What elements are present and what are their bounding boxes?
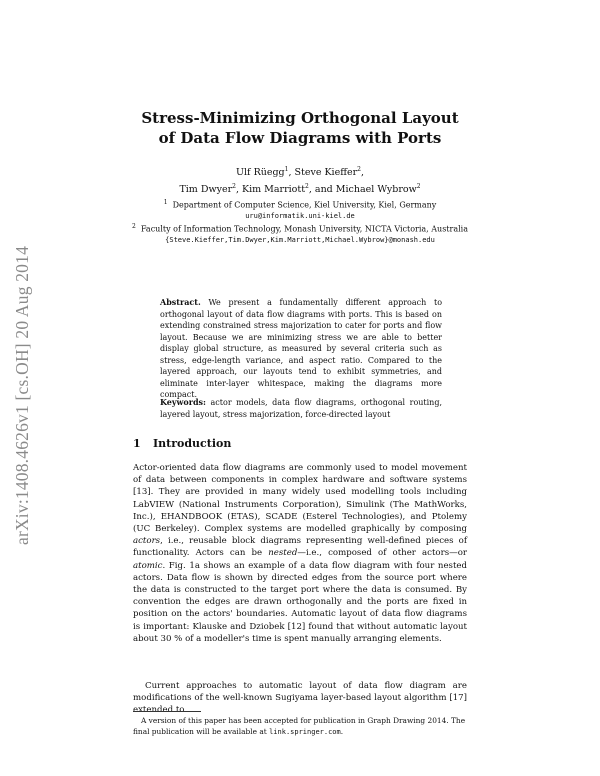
- title-line-1: Stress-Minimizing Orthogonal Layout: [141, 109, 459, 127]
- author-separator: ,: [360, 167, 364, 179]
- affiliation-text: Department of Computer Science, Kiel University, Kiel, Germany: [172, 200, 437, 210]
- author-affil-mark: 2: [232, 183, 236, 191]
- affiliation-email: uru@informatik.uni-kiel.de: [245, 211, 355, 220]
- author-affil-mark: 2: [357, 166, 361, 173]
- author-affil-mark: 1: [284, 166, 289, 173]
- paper-title: [100, 108, 500, 148]
- paragraph-text: . Fig. 1a shows an example of a data flow diagram with four nested actors. Data flow is shown by directed edges from the source port where the data is constructed to the target port where the data is consumed. By convention the edges are drawn orthogonally and the ports are fixed in position on the actors' boundaries. Automatic layout of data flow diagrams is important: Klauske and Dziobek [12] found that without automatic layout about 30 % of a modeller's time is spent manually arranging elements.: [133, 560, 467, 644]
- footnote-link[interactable]: link.springer.com: [269, 728, 341, 736]
- paragraph-text: , i.e., reusable block diagrams representing well-defined pieces of functionality. Actors can be: [133, 536, 467, 559]
- affiliation-mark: 1: [163, 199, 168, 206]
- emphasis-text: atomic: [133, 560, 163, 571]
- authors-line-1: [100, 163, 500, 180]
- author-list: [100, 163, 500, 197]
- footnote-text-end: .: [340, 727, 344, 736]
- abstract: [160, 297, 442, 401]
- keywords: [160, 397, 442, 420]
- paragraph-text: Actor-oriented data flow diagrams are commonly used to model movement of data between components in complex hardware and software systems [13]. They are provided in many widely used modelling tools including LabVIEW (National Instruments Corporation), Simulink (The MathWorks, Inc.), EHANDBOOK (ETAS), SCADE (Esterel Technologies), and Ptolemy (UC Berkeley). Complex systems are modelled graphically by composing: [133, 463, 467, 535]
- author-affil-mark: 2: [305, 183, 309, 191]
- author-name: Ulf Rüegg: [236, 167, 285, 179]
- footnote-text: A version of this paper has been accepted for publication in Graph Drawing 2014. The final publication will be available at: [133, 716, 466, 736]
- affiliation-1: [100, 197, 500, 222]
- affiliation-2: [100, 221, 500, 246]
- arxiv-id-text: arXiv:1408.4626v1 [cs.OH] 20 Aug 2014: [12, 245, 33, 545]
- authors-line-2: [100, 180, 500, 197]
- abstract-label: Abstract.: [160, 297, 201, 307]
- paragraph-text: —i.e., composed of other actors—or: [297, 548, 467, 559]
- author-name: Tim Dwyer: [179, 184, 233, 196]
- emphasis-text: nested: [268, 548, 298, 559]
- section-title: Introduction: [153, 437, 232, 450]
- author-name: , and Michael Wybrow: [308, 184, 417, 196]
- affiliation-mark: 2: [132, 223, 136, 230]
- paragraph-1: [133, 462, 467, 645]
- keywords-text: actor models, data flow diagrams, orthogonal routing, layered layout, stress majorization, force-directed layout: [160, 398, 443, 419]
- emphasis-text: actors: [133, 536, 161, 547]
- section-number: 1: [133, 437, 141, 450]
- arxiv-identifier: [2, 205, 44, 585]
- affiliation-text: Faculty of Information Technology, Monash University, NICTA Victoria, Australia: [140, 224, 468, 234]
- abstract-text: We present a fundamentally different approach to orthogonal layout of data flow diagrams with ports. This is based on extending constrained stress majorization to cater for ports and flow layout. Because we are minimizing stress we are able to better display global structure, as measured by several criteria such as stress, edge-length variance, and aspect ratio. Compared to the layered approach, our layouts tend to exhibit symmetries, and eliminate inter-layer whitespace, making the diagrams more compact.: [160, 298, 443, 399]
- affiliation-email: {Steve.Kieffer,Tim.Dwyer,Kim.Marriott,Michael.Wybrow}@monash.edu: [165, 235, 435, 244]
- footnote-divider: [133, 711, 201, 712]
- author-name: , Kim Marriott: [235, 184, 306, 196]
- author-name: , Steve Kieffer: [288, 167, 358, 179]
- author-affil-mark: 2: [416, 183, 421, 191]
- footnote: [133, 715, 467, 738]
- keywords-label: Keywords:: [160, 397, 207, 407]
- paragraph-2: Current approaches to automatic layout of data flow diagram are modifications of the well-known Sugiyama layer-based layout algorithm [17] extended to: [133, 681, 467, 716]
- title-line-2: of Data Flow Diagrams with Ports: [158, 129, 442, 147]
- section-heading: [133, 437, 231, 450]
